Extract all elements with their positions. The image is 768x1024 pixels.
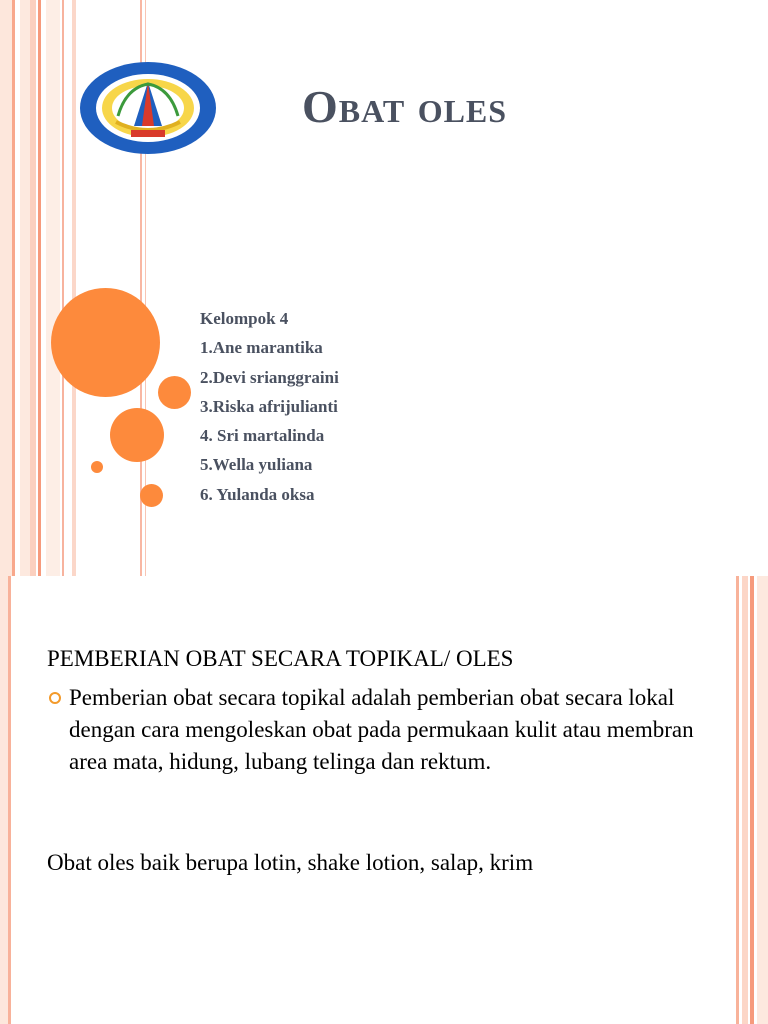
decorative-circle-small	[140, 484, 163, 507]
group-heading: Kelompok 4	[200, 309, 289, 328]
group-members	[200, 304, 339, 509]
decorative-circle-large	[51, 288, 160, 397]
page-title: Obat oles	[302, 81, 508, 132]
decorative-circle-small	[158, 376, 191, 409]
decorative-circle-dot	[91, 461, 103, 473]
school-logo	[76, 58, 220, 158]
decorative-circle-medium	[110, 408, 164, 462]
list-item: 5.Wella yuliana	[200, 455, 313, 475]
bullet-text: Pemberian obat secara topikal adalah pemberian obat secara lokal dengan cara mengoleskan obat pada permukaan kulit atau membran area mata, hidung, lubang telinga dan rektum.	[69, 685, 694, 774]
section-heading: PEMBERIAN OBAT SECARA TOPIKAL/ OLES	[47, 646, 514, 671]
list-item: 3.Riska afrijulianti	[200, 396, 338, 416]
bullet-item	[47, 682, 727, 778]
content-slide	[0, 576, 768, 1024]
list-item: 4. Sri martalinda	[200, 426, 325, 446]
list-item: 6. Yulanda oksa	[200, 484, 315, 504]
bullet-icon	[49, 692, 61, 704]
body-paragraph: Obat oles baik berupa lotin, shake lotion, salap, krim	[47, 850, 534, 875]
list-item: 1.Ane marantika	[200, 338, 323, 358]
list-item: 2.Devi srianggraini	[200, 367, 339, 387]
